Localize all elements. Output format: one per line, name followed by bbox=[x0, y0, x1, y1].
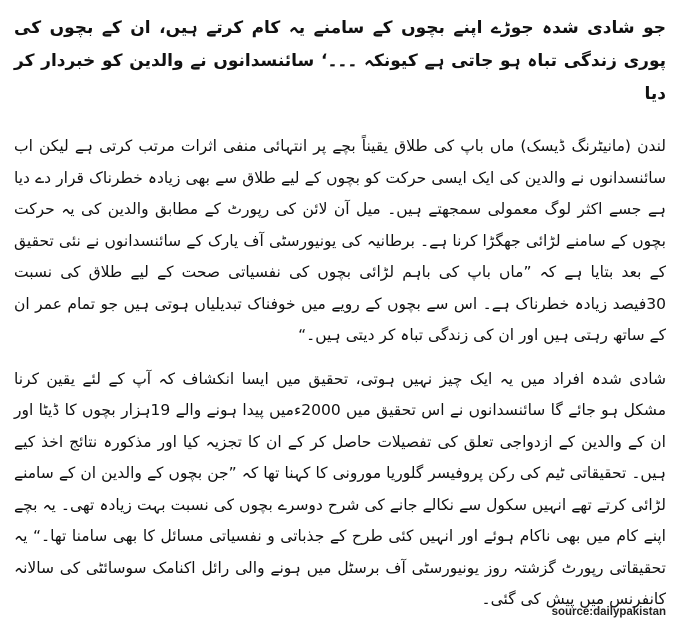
article-paragraph-1: لندن (مانیٹرنگ ڈیسک) ماں باپ کی طلاق یقیناً بچے پر انتہائی منفی اثرات مرتب کرتی ہے لیکن اب سائنسدانوں نے والدین کی ایک ایسی حرکت کو بچوں کے لیے طلاق سے بھی زیادہ خطرناک قرار دے دیا ہے جسے اکثر لوگ معمولی سمجھتے ہیں۔ میل آن لائن کی رپورٹ کے مطابق والدین کی یہ حرکت بچوں کے سامنے لڑائی جھگڑا کرنا ہے۔ برطانیہ کی یونیورسٹی آف یارک کے سائنسدانوں نے نئی تحقیق کے بعد بتایا ہے کہ ”ماں باپ کی باہم لڑائی بچوں کی نفسیاتی صحت کے لیے طلاق کی نسبت 30فیصد زیادہ خطرناک ہے۔ اس سے بچوں کے رویے میں خوفناک تبدیلیاں ہوتی ہیں جو تمام عمر ان کے ساتھ رہتی ہیں اور ان کی زندگی تباہ کر دیتی ہیں۔“ bbox=[14, 137, 666, 344]
article-paragraph-2: شادی شدہ افراد میں یہ ایک چیز نہیں ہوتی، تحقیق میں ایسا انکشاف کہ آپ کے لئے یقین کرنا مشکل ہو جائے گا سائنسدانوں نے اس تحقیق میں 2000ءمیں پیدا ہونے والے 19ہزار بچوں کا ڈیٹا اور ان کے والدین کے ازدواجی تعلق کی تفصیلات حاصل کر کے ان کا تجزیہ کیا اور مذکورہ نتائج اخذ کیے ہیں۔ تحقیقاتی ٹیم کی رکن پروفیسر گلوریا مورونی کا کہنا تھا کہ ”جن بچوں کے والدین ان کے سامنے لڑائی کرتے تھے انہیں سکول سے نکالے جانے کی شرح دوسرے بچوں کی نسبت بہت زیادہ تھی۔ یہ بچے اپنے کام میں بھی ناکام ہوئے اور انہیں کئی طرح کے جذباتی و نفسیاتی مسائل کا بھی سامنا تھا۔“ یہ تحقیقاتی رپورٹ گزشتہ روز یونیورسٹی آف برسٹل میں ہونے والی رائل اکنامک سوسائٹی کی سالانہ کانفرنس میں پیش کی گئی۔ bbox=[14, 369, 666, 608]
article bbox=[14, 4, 666, 628]
source-credit: source:dailypakistan bbox=[551, 606, 666, 618]
article-headline: جو شادی شدہ جوڑے اپنے بچوں کے سامنے یہ کام کرتے ہیں، ان کے بچوں کی پوری زندگی تباہ ہو جاتی ہے کیونکہ ۔۔۔‘ سائنسدانوں نے والدین کو خبردار کر دیا bbox=[14, 18, 666, 104]
